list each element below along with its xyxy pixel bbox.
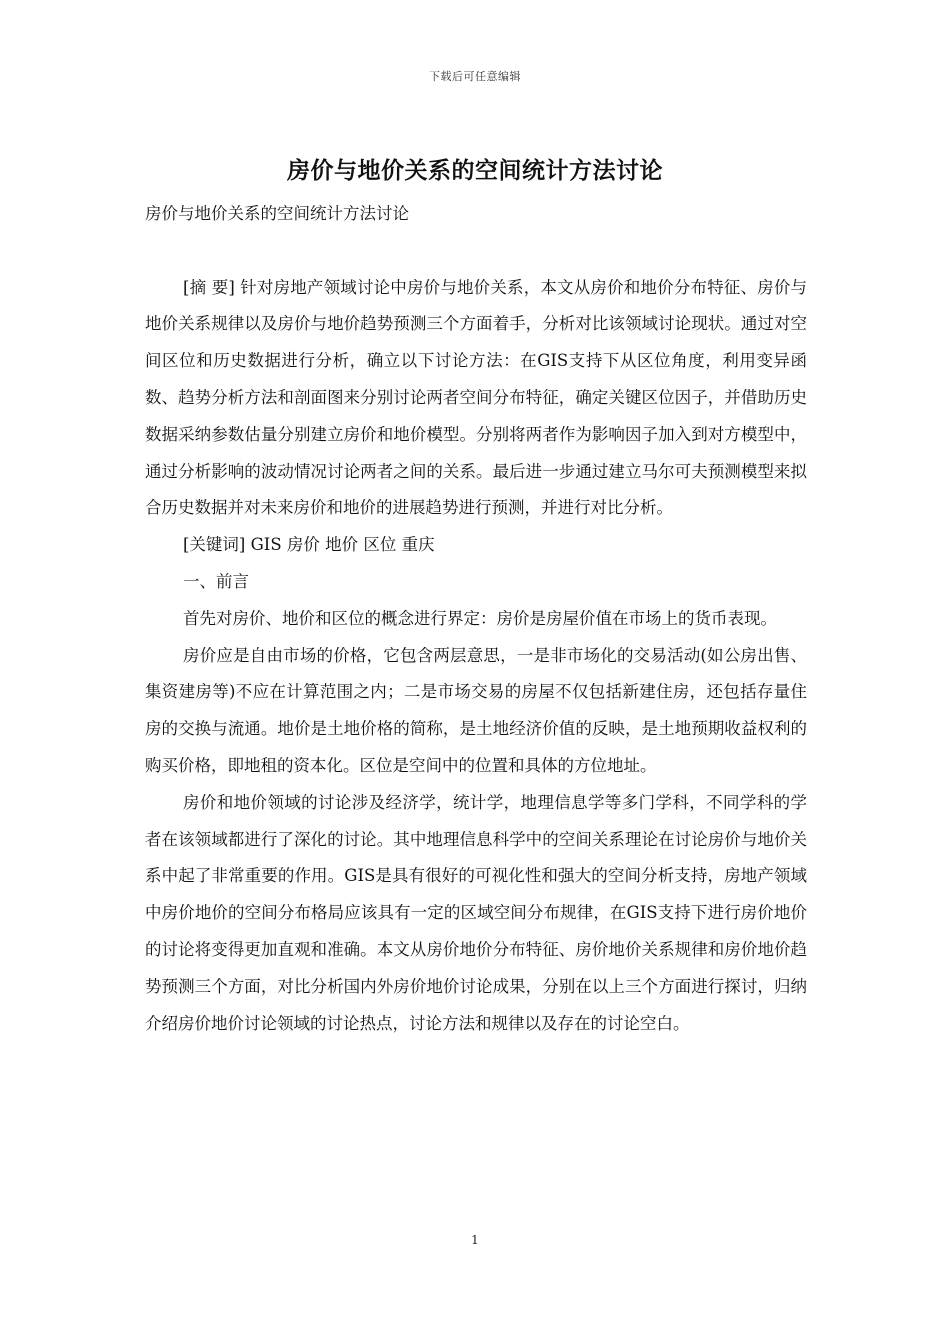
section-heading: 一、前言: [183, 571, 249, 591]
body-paragraph: 房价应是自由市场的价格，它包含两层意思，一是非市场化的交易活动(如公房出售、集资建房等)不应在计算范围之内；二是市场交易的房屋不仅包括新建住房，还包括存量住房的交换与流通。地价是土地价格的简称，是土地经济价值的反映，是土地预期收益权利的购买价格，即地租的资本化。区位是空间中的位置和具体的方位地址。: [145, 645, 807, 775]
document-title: 房价与地价关系的空间统计方法讨论: [287, 157, 663, 184]
page-number: 1: [471, 1233, 479, 1247]
document-subtitle: 房价与地价关系的空间统计方法讨论: [145, 204, 409, 223]
body-paragraph: 房价和地价领域的讨论涉及经济学，统计学，地理信息学等多门学科，不同学科的学者在该领域都进行了深化的讨论。其中地理信息科学中的空间关系理论在讨论房价与地价关系中起了非常重要的作用。GIS是具有很好的可视化性和强大的空间分析支持，房地产领域中房价地价的空间分布格局应该具有一定的区域空间分布规律，在GIS支持下进行房价地价的讨论将变得更加直观和准确。本文从房价地价分布特征、房价地价关系规律和房价地价趋势预测三个方面，对比分析国内外房价地价讨论成果，分别在以上三个方面进行探讨，归纳介绍房价地价讨论领域的讨论热点，讨论方法和规律以及存在的讨论空白。: [145, 792, 807, 1033]
document-body: [145, 196, 807, 1042]
header-note: 下载后可任意编辑: [429, 70, 521, 83]
abstract-paragraph: [摘 要] 针对房地产领域讨论中房价与地价关系，本文从房价和地价分布特征、房价与地价关系规律以及房价与地价趋势预测三个方面着手，分析对比该领域讨论现状。通过对空间区位和历史数据进行分析，确立以下讨论方法：在GIS支持下从区位角度，利用变异函数、趋势分析方法和剖面图来分别讨论两者空间分布特征，确定关键区位因子，并借助历史数据采纳参数估量分别建立房价和地价模型。分别将两者作为影响因子加入到对方模型中，通过分析影响的波动情况讨论两者之间的关系。最后进一步通过建立马尔可夫预测模型来拟合历史数据并对未来房价和地价的进展趋势进行预测，并进行对比分析。: [145, 277, 807, 518]
keywords-line: [关键词] GIS 房价 地价 区位 重庆: [183, 535, 435, 555]
body-paragraph: 首先对房价、地价和区位的概念进行界定：房价是房屋价值在市场上的货币表现。: [183, 608, 777, 628]
